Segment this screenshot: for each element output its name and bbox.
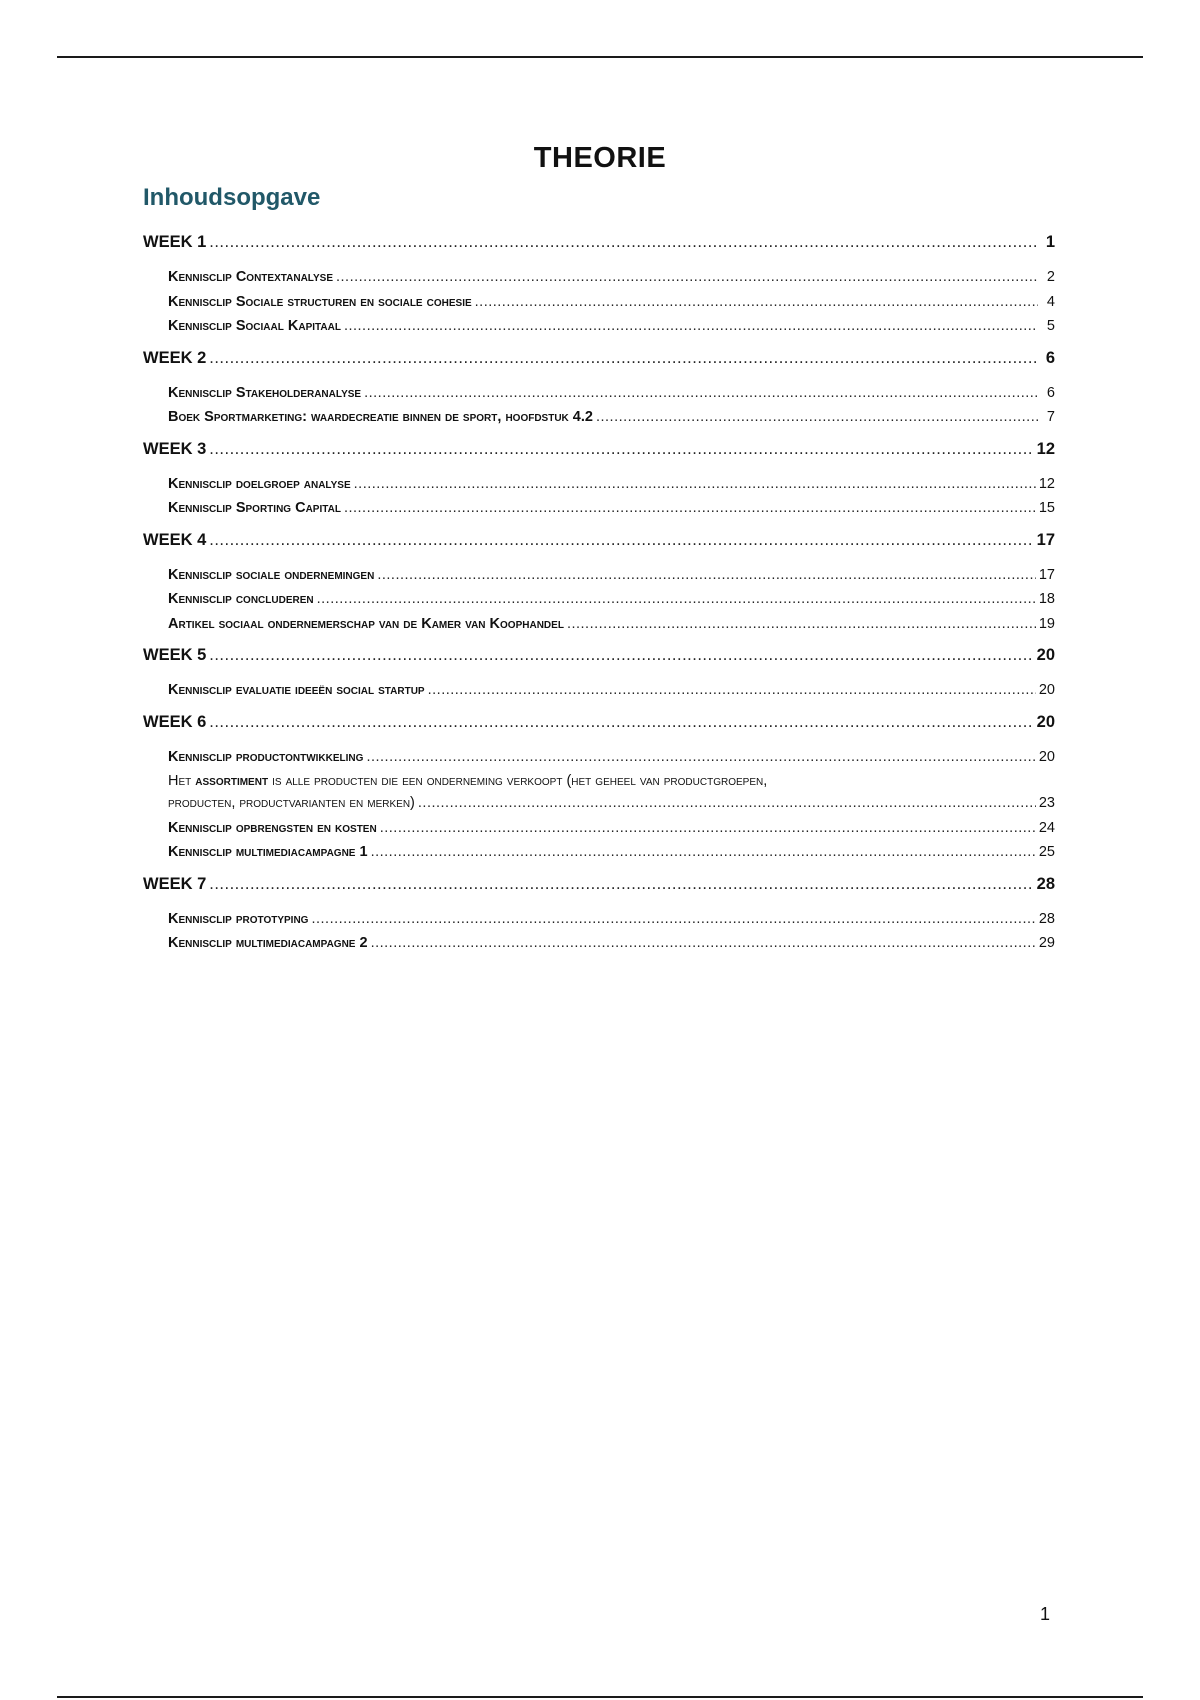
toc-page-number: 12 [1036,439,1055,458]
toc-entry-label: Kennisclip Contextanalyse [168,269,333,285]
toc-week-label: WEEK 4 [143,530,207,549]
toc-entry-label: Kennisclip sociale ondernemingen [168,566,375,583]
toc-page-number: 20 [1038,748,1055,765]
toc-week-4[interactable] [143,531,1055,557]
toc-entry[interactable] [143,749,1055,774]
toc-page-number: 12 [1038,475,1055,492]
toc-entry[interactable] [143,269,1055,294]
header-rule [57,56,1143,58]
toc-entry-label: Kennisclip concluderen [168,591,314,607]
toc-entry[interactable] [143,294,1055,319]
toc-page-number: 28 [1036,874,1055,893]
toc-entry[interactable] [143,409,1055,434]
toc-week-1[interactable] [143,233,1055,259]
toc-entry[interactable] [143,935,1055,960]
toc-entry-label-rest: is alle producten die een onderneming verkoopt (het geheel van productgroepen, [272,773,768,789]
toc-page-number: 19 [1038,615,1055,632]
toc-page-number: 28 [1038,910,1055,927]
toc-entry[interactable] [143,385,1055,410]
toc-page-number: 23 [1038,795,1055,811]
toc-page-number: 29 [1038,935,1055,951]
toc-entry[interactable] [143,476,1055,501]
toc-page-number: 1 [1045,233,1055,251]
toc-week-label: WEEK 6 [143,712,207,731]
toc-entry-label-bold: assortiment [195,773,269,789]
document-title: THEORIE [533,142,667,174]
toc-entry-wrapped[interactable] [143,773,1055,795]
toc-entry-label-line2: producten, productvarianten en merken) [168,795,415,811]
toc-heading: Inhoudsopgave [143,184,321,211]
toc-page-number: 24 [1038,819,1055,836]
toc-page-number: 20 [1036,712,1055,731]
toc-page-number: 15 [1038,500,1055,516]
toc-entry-wrapped-line2[interactable] [143,795,1055,820]
toc-week-3[interactable] [143,440,1055,466]
toc-page-number: 6 [1046,384,1055,401]
toc-page-number: 20 [1038,682,1055,698]
toc-entry-label: Kennisclip multimediacampagne 2 [168,935,368,951]
toc-entry-label: Kennisclip productontwikkeling [168,748,364,765]
toc-page-number: 5 [1046,318,1055,334]
toc-week-label: WEEK 5 [143,646,207,664]
toc-entry-label: Kennisclip multimediacampagne 1 [168,844,368,860]
toc-week-label: WEEK 2 [143,348,207,367]
toc-page-number: 17 [1038,566,1055,583]
toc-entry-label [168,773,767,789]
toc-entry-label: Kennisclip Sporting Capital [168,500,341,516]
toc-entry[interactable] [143,500,1055,525]
toc-entry-label-prefix: Het [168,773,192,789]
toc-week-7[interactable] [143,875,1055,901]
toc-week-label: WEEK 1 [143,233,207,251]
toc-entry[interactable] [143,616,1055,641]
toc-entry-label: Kennisclip prototyping [168,910,309,927]
table-of-contents [143,233,1055,960]
toc-entry[interactable] [143,318,1055,343]
toc-week-5[interactable] [143,646,1055,672]
toc-entry-label: Kennisclip evaluatie ideeën social startup [168,682,425,698]
toc-entry[interactable] [143,911,1055,936]
toc-week-6[interactable] [143,713,1055,739]
toc-week-2[interactable] [143,349,1055,375]
toc-entry-label: Boek Sportmarketing: waardecreatie binnen de sport, hoofdstuk 4.2 [168,409,593,425]
toc-page-number: 6 [1045,348,1055,367]
footer-rule [57,1696,1143,1698]
toc-entry-label: Artikel sociaal ondernemerschap van de Kamer van Koophandel [168,615,564,632]
toc-page-number: 4 [1046,293,1055,310]
toc-entry[interactable] [143,567,1055,592]
toc-page-number: 18 [1038,591,1055,607]
toc-entry[interactable] [143,591,1055,616]
toc-page-number: 2 [1046,269,1055,285]
toc-entry-label: Kennisclip Stakeholderanalyse [168,384,362,401]
toc-entry-label: Kennisclip Sociaal Kapitaal [168,318,341,334]
toc-page-number: 17 [1036,530,1055,549]
toc-entry[interactable] [143,844,1055,869]
toc-entry[interactable] [143,820,1055,845]
toc-entry-label: Kennisclip Sociale structuren en sociale cohesie [168,293,472,310]
toc-entry-label: Kennisclip opbrengsten en kosten [168,819,377,836]
page-number: 1 [1040,1604,1051,1624]
toc-page-number: 7 [1046,409,1055,425]
toc-page-number: 20 [1036,646,1055,664]
toc-entry-label: Kennisclip doelgroep analyse [168,475,351,492]
toc-entry[interactable] [143,682,1055,707]
toc-page-number: 25 [1038,844,1055,860]
toc-week-label: WEEK 3 [143,439,207,458]
toc-week-label: WEEK 7 [143,874,207,893]
